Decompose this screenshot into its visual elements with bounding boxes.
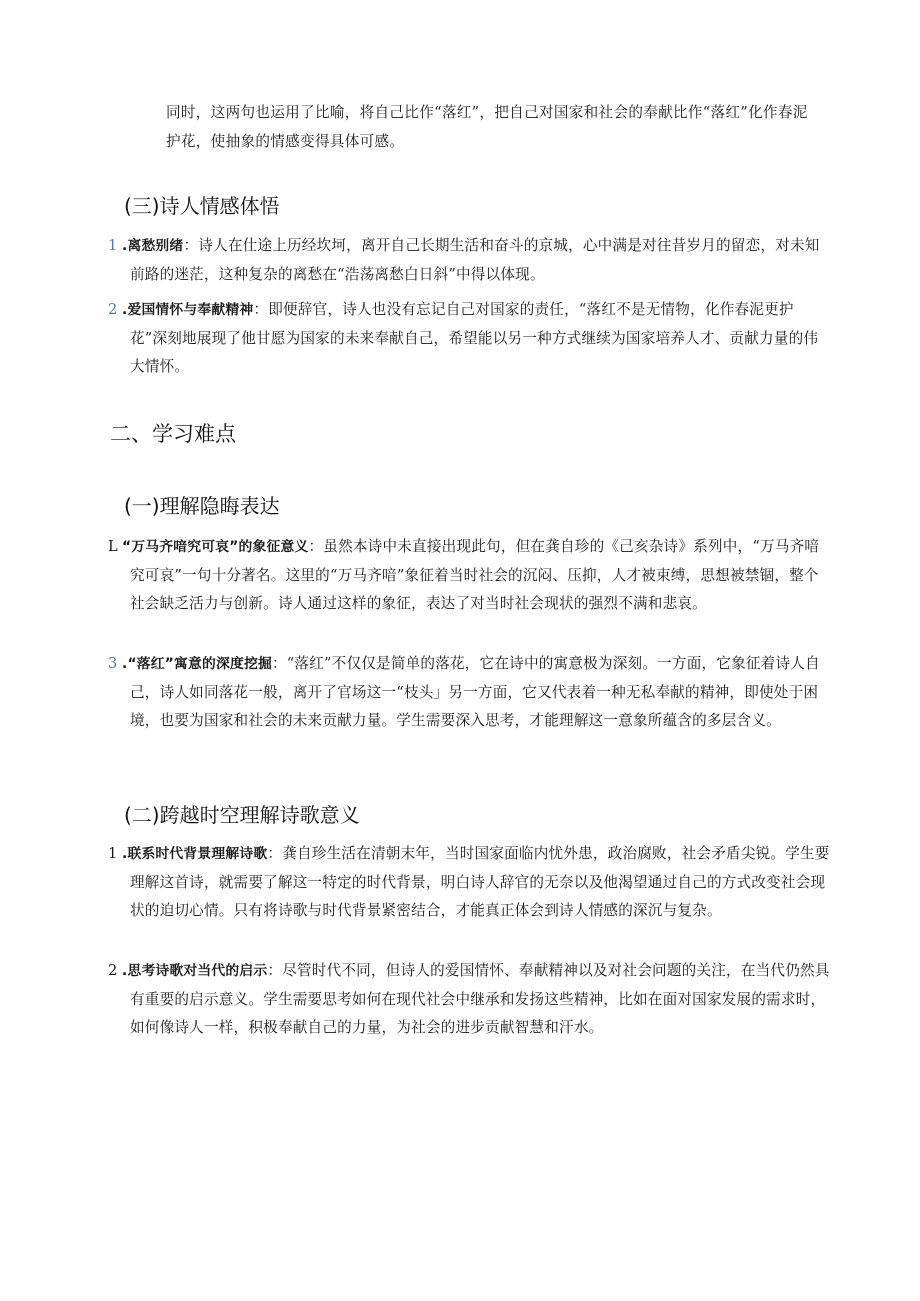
list-item-obscure-1 [108,533,830,619]
heading-learning-difficulties: 二、学习难点 [110,422,236,446]
list-item-lead: .联系时代背景理解诗歌 [122,846,268,862]
list-item-lead: .思考诗歌对当代的启示 [122,963,268,979]
list-number: 1 [108,845,118,862]
list-item-obscure-2 [108,650,830,736]
list-number: L [108,538,118,555]
heading-obscure-expression: (一)理解隐晦表达 [124,494,280,518]
list-item-time-2 [108,957,830,1043]
list-number: 2 [108,962,118,979]
list-item-lead: “万马齐喑究可哀”的象征意义 [122,539,309,555]
list-number: 3 [108,655,118,672]
list-item-feeling-2 [108,296,830,382]
list-item-text: ：虽然本诗中未直接出现此句，但在龚自珍的《己亥杂诗》系列中，“万马齐喑究可哀”一句十分著名。这里的“万马齐喑”象征着当时社会的沉闷、压抑，人才被束缚，思想被禁锢，整个社会缺乏活力与创新。诗人通过这样的象征，表达了对当时社会现状的强烈不满和悲哀。 [130,538,820,612]
list-item-text: ：即便辞官，诗人也没有忘记自己对国家的责任，“落红不是无情物，化作春泥更护花”深刻地展现了他甘愿为国家的未来奉献自己，希望能以另一种方式继续为国家培养人才、贡献力量的伟大情怀。 [130,301,819,375]
list-number: 1 [108,237,118,254]
list-item-lead: .离愁别绪 [122,238,184,254]
list-number: 2 [108,301,118,318]
heading-across-time: (二)跨越时空理解诗歌意义 [124,803,360,827]
list-item-text: ：龚自珍生活在清朝末年，当时国家面临内忧外患，政治腐败，社会矛盾尖锐。学生要理解这首诗，就需要了解这一特定的时代背景，明白诗人辞官的无奈以及他渴望通过自己的方式改变社会现状的迫切心情。只有将诗歌与时代背景紧密结合，才能真正体会到诗人情感的深沉与复杂。 [130,845,830,919]
list-item-text: ：“落红”不仅仅是简单的落花，它在诗中的寓意极为深刻。一方面，它象征着诗人自己，诗人如同落花一般，离开了官场这一“枝头」另一方面，它又代表着一种无私奉献的精神，即使处于困境，也要为国家和社会的未来贡献力量。学生需要深入思考，才能理解这一意象所蕴含的多层含义。 [130,655,820,729]
list-item-time-1 [108,840,830,926]
list-item-text: ：尽管时代不同，但诗人的爱国情怀、奉献精神以及对社会问题的关注，在当代仍然具有重要的启示意义。学生需要思考如何在现代社会中继承和发扬这些精神，比如在面对国家发展的需求时，如何像诗人一样，积极奉献自己的力量，为社会的进步贡献智慧和汗水。 [130,962,830,1036]
heading-poet-feelings: (三)诗人情感体悟 [124,194,280,218]
list-item-lead: .“落红”寓意的深度挖掘 [122,656,272,672]
list-item-feeling-1 [108,232,830,289]
intro-paragraph: 同时，这两句也运用了比喻，将自己比作“落红”，把自己对国家和社会的奉献比作“落红”化作春泥护花，使抽象的情感变得具体可感。 [166,104,808,150]
list-item-lead: .爱国情怀与奉献精神 [122,302,254,318]
list-item-text: ：诗人在仕途上历经坎坷，离开自己长期生活和奋斗的京城，心中满是对往昔岁月的留恋，对未知前路的迷茫，这种复杂的离愁在“浩荡离愁白日斜”中得以体现。 [130,237,820,283]
